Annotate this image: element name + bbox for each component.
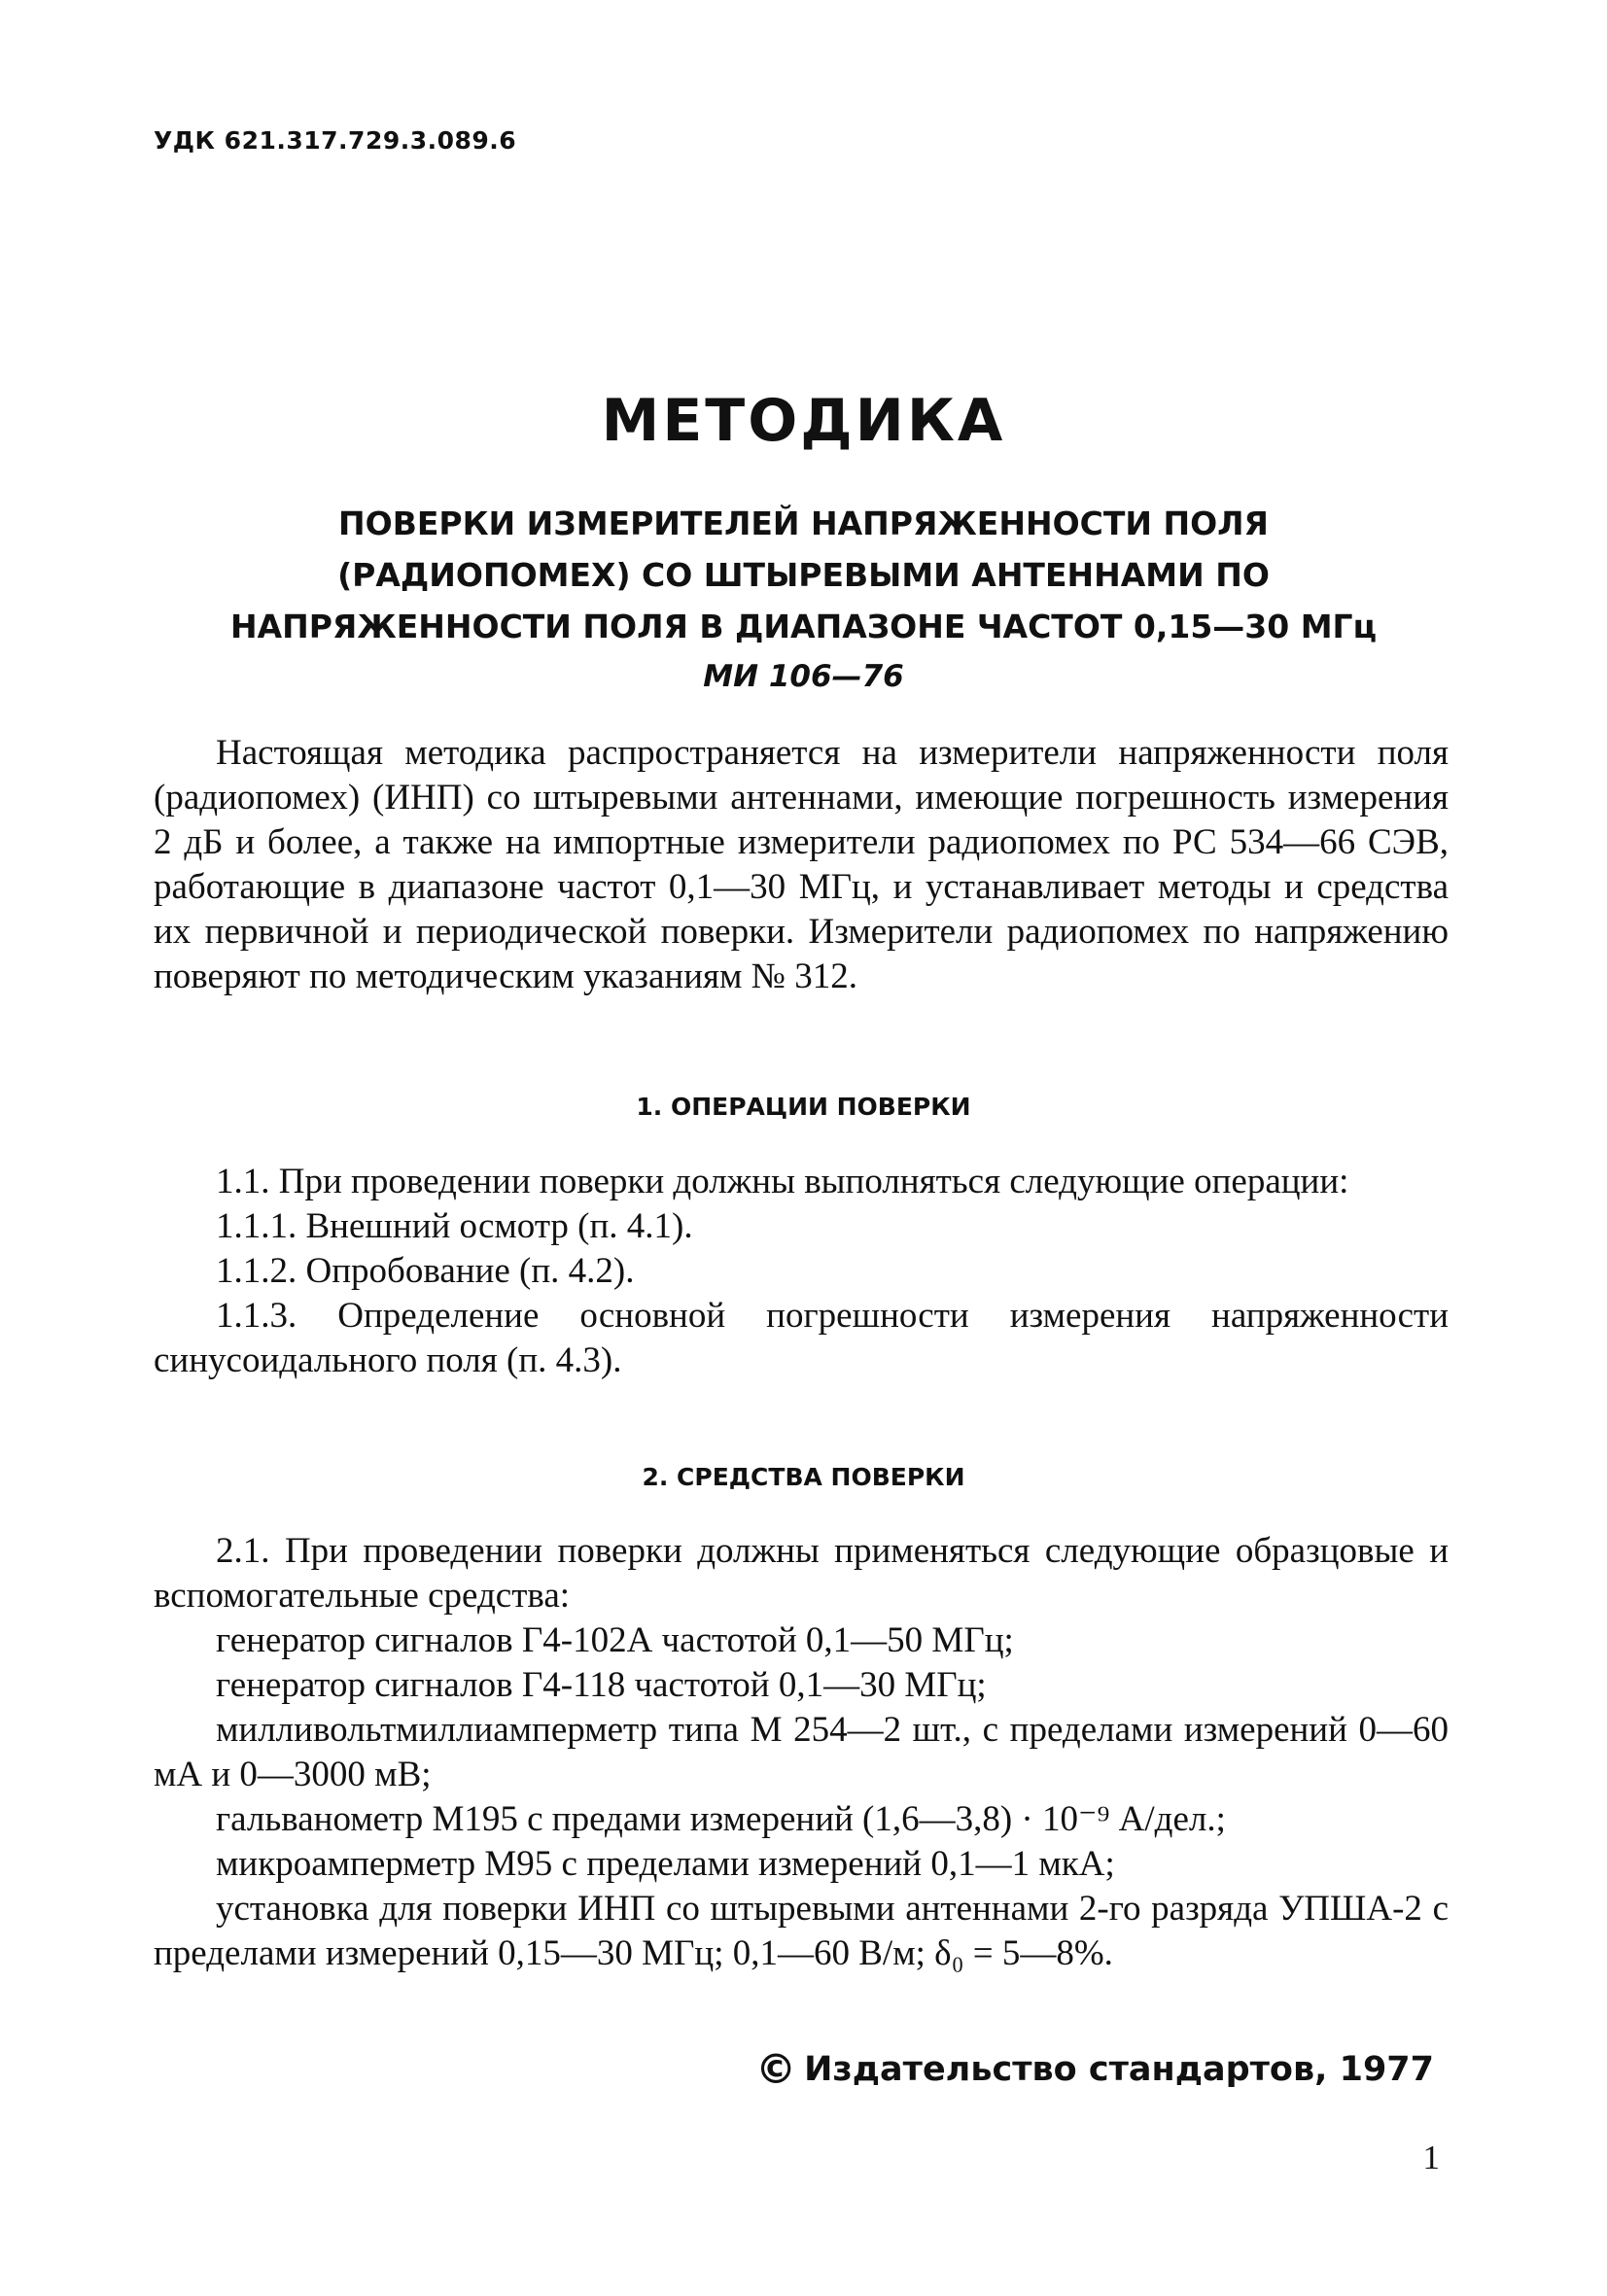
subtitle-line: НАПРЯЖЕННОСТИ ПОЛЯ В ДИАПАЗОНЕ ЧАСТОТ 0,15—30 МГц <box>229 608 1378 645</box>
section-1-item: 1.1.2. Опробование (п. 4.2). <box>216 1251 635 1291</box>
section-1-body <box>154 1160 1449 1383</box>
section-2-intro: 2.1. При проведении поверки должны применяться следующие образцовые и вспомогательные средства: <box>154 1531 1449 1616</box>
subtitle-line: (РАДИОПОМЕХ) СО ШТЫРЕВЫМИ АНТЕННАМИ ПО <box>337 556 1270 594</box>
document-subtitle <box>156 498 1451 652</box>
copyright-notice <box>755 2045 1434 2093</box>
equipment-item: генератор сигналов Г4-102А частотой 0,1—50 МГц; <box>216 1620 1014 1660</box>
copyright-icon: © <box>755 2045 797 2093</box>
copyright-text: Издательство стандартов, 1977 <box>804 2050 1434 2089</box>
subtitle-line: ПОВЕРКИ ИЗМЕРИТЕЛЕЙ НАПРЯЖЕННОСТИ ПОЛЯ <box>338 504 1269 542</box>
section-1-item: 1.1. При проведении поверки должны выполняться следующие операции: <box>216 1162 1349 1201</box>
equipment-item: гальванометр М195 с предами измерений (1,6—3,8) · 10⁻⁹ А/дел.; <box>216 1799 1226 1839</box>
section-1-item: 1.1.1. Внешний осмотр (п. 4.1). <box>216 1206 693 1246</box>
section-1-heading: 1. ОПЕРАЦИИ ПОВЕРКИ <box>636 1093 971 1121</box>
section-2-heading: 2. СРЕДСТВА ПОВЕРКИ <box>642 1463 965 1491</box>
equipment-item: установка для поверки ИНП со штыревыми антеннами 2-го разряда УПША-2 с пределами измерений 0,15—30 МГц; 0,1—60 В/м; δ₀ = 5—8%. <box>154 1889 1449 1973</box>
section-2-body <box>154 1529 1449 1976</box>
equipment-item: микроамперметр М95 с пределами измерений 0,1—1 мкА; <box>216 1844 1115 1884</box>
page-number: 1 <box>1422 2139 1440 2176</box>
equipment-item: генератор сигналов Г4-118 частотой 0,1—30 МГц; <box>216 1665 987 1705</box>
document-code: МИ 106—76 <box>703 659 904 694</box>
section-1-item: 1.1.3. Определение основной погрешности измерения напряженности синусоидального поля (п. 4.3). <box>154 1296 1449 1380</box>
intro-paragraph: Настоящая методика распространяется на измерители напряженности поля (радиопомех) (ИНП) со штыревыми антеннами, имеющие погрешность измерения 2 дБ и более, а также на импортные измерители радиопомех по РС 534—66 СЭВ, работающие в диапазоне частот 0,1—30 МГц, и устанавливает методы и средства их первичной и периодической поверки. Измерители радиопомех по напряжению поверяют по методическим указаниям № 312. <box>154 733 1449 996</box>
equipment-item: милливольтмиллиамперметр типа М 254—2 шт., с пределами измерений 0—60 мА и 0—3000 мВ; <box>154 1710 1449 1794</box>
intro-block <box>154 731 1449 999</box>
document-title: МЕТОДИКА <box>601 387 1006 455</box>
udk-code: УДК 621.317.729.3.089.6 <box>154 126 517 155</box>
